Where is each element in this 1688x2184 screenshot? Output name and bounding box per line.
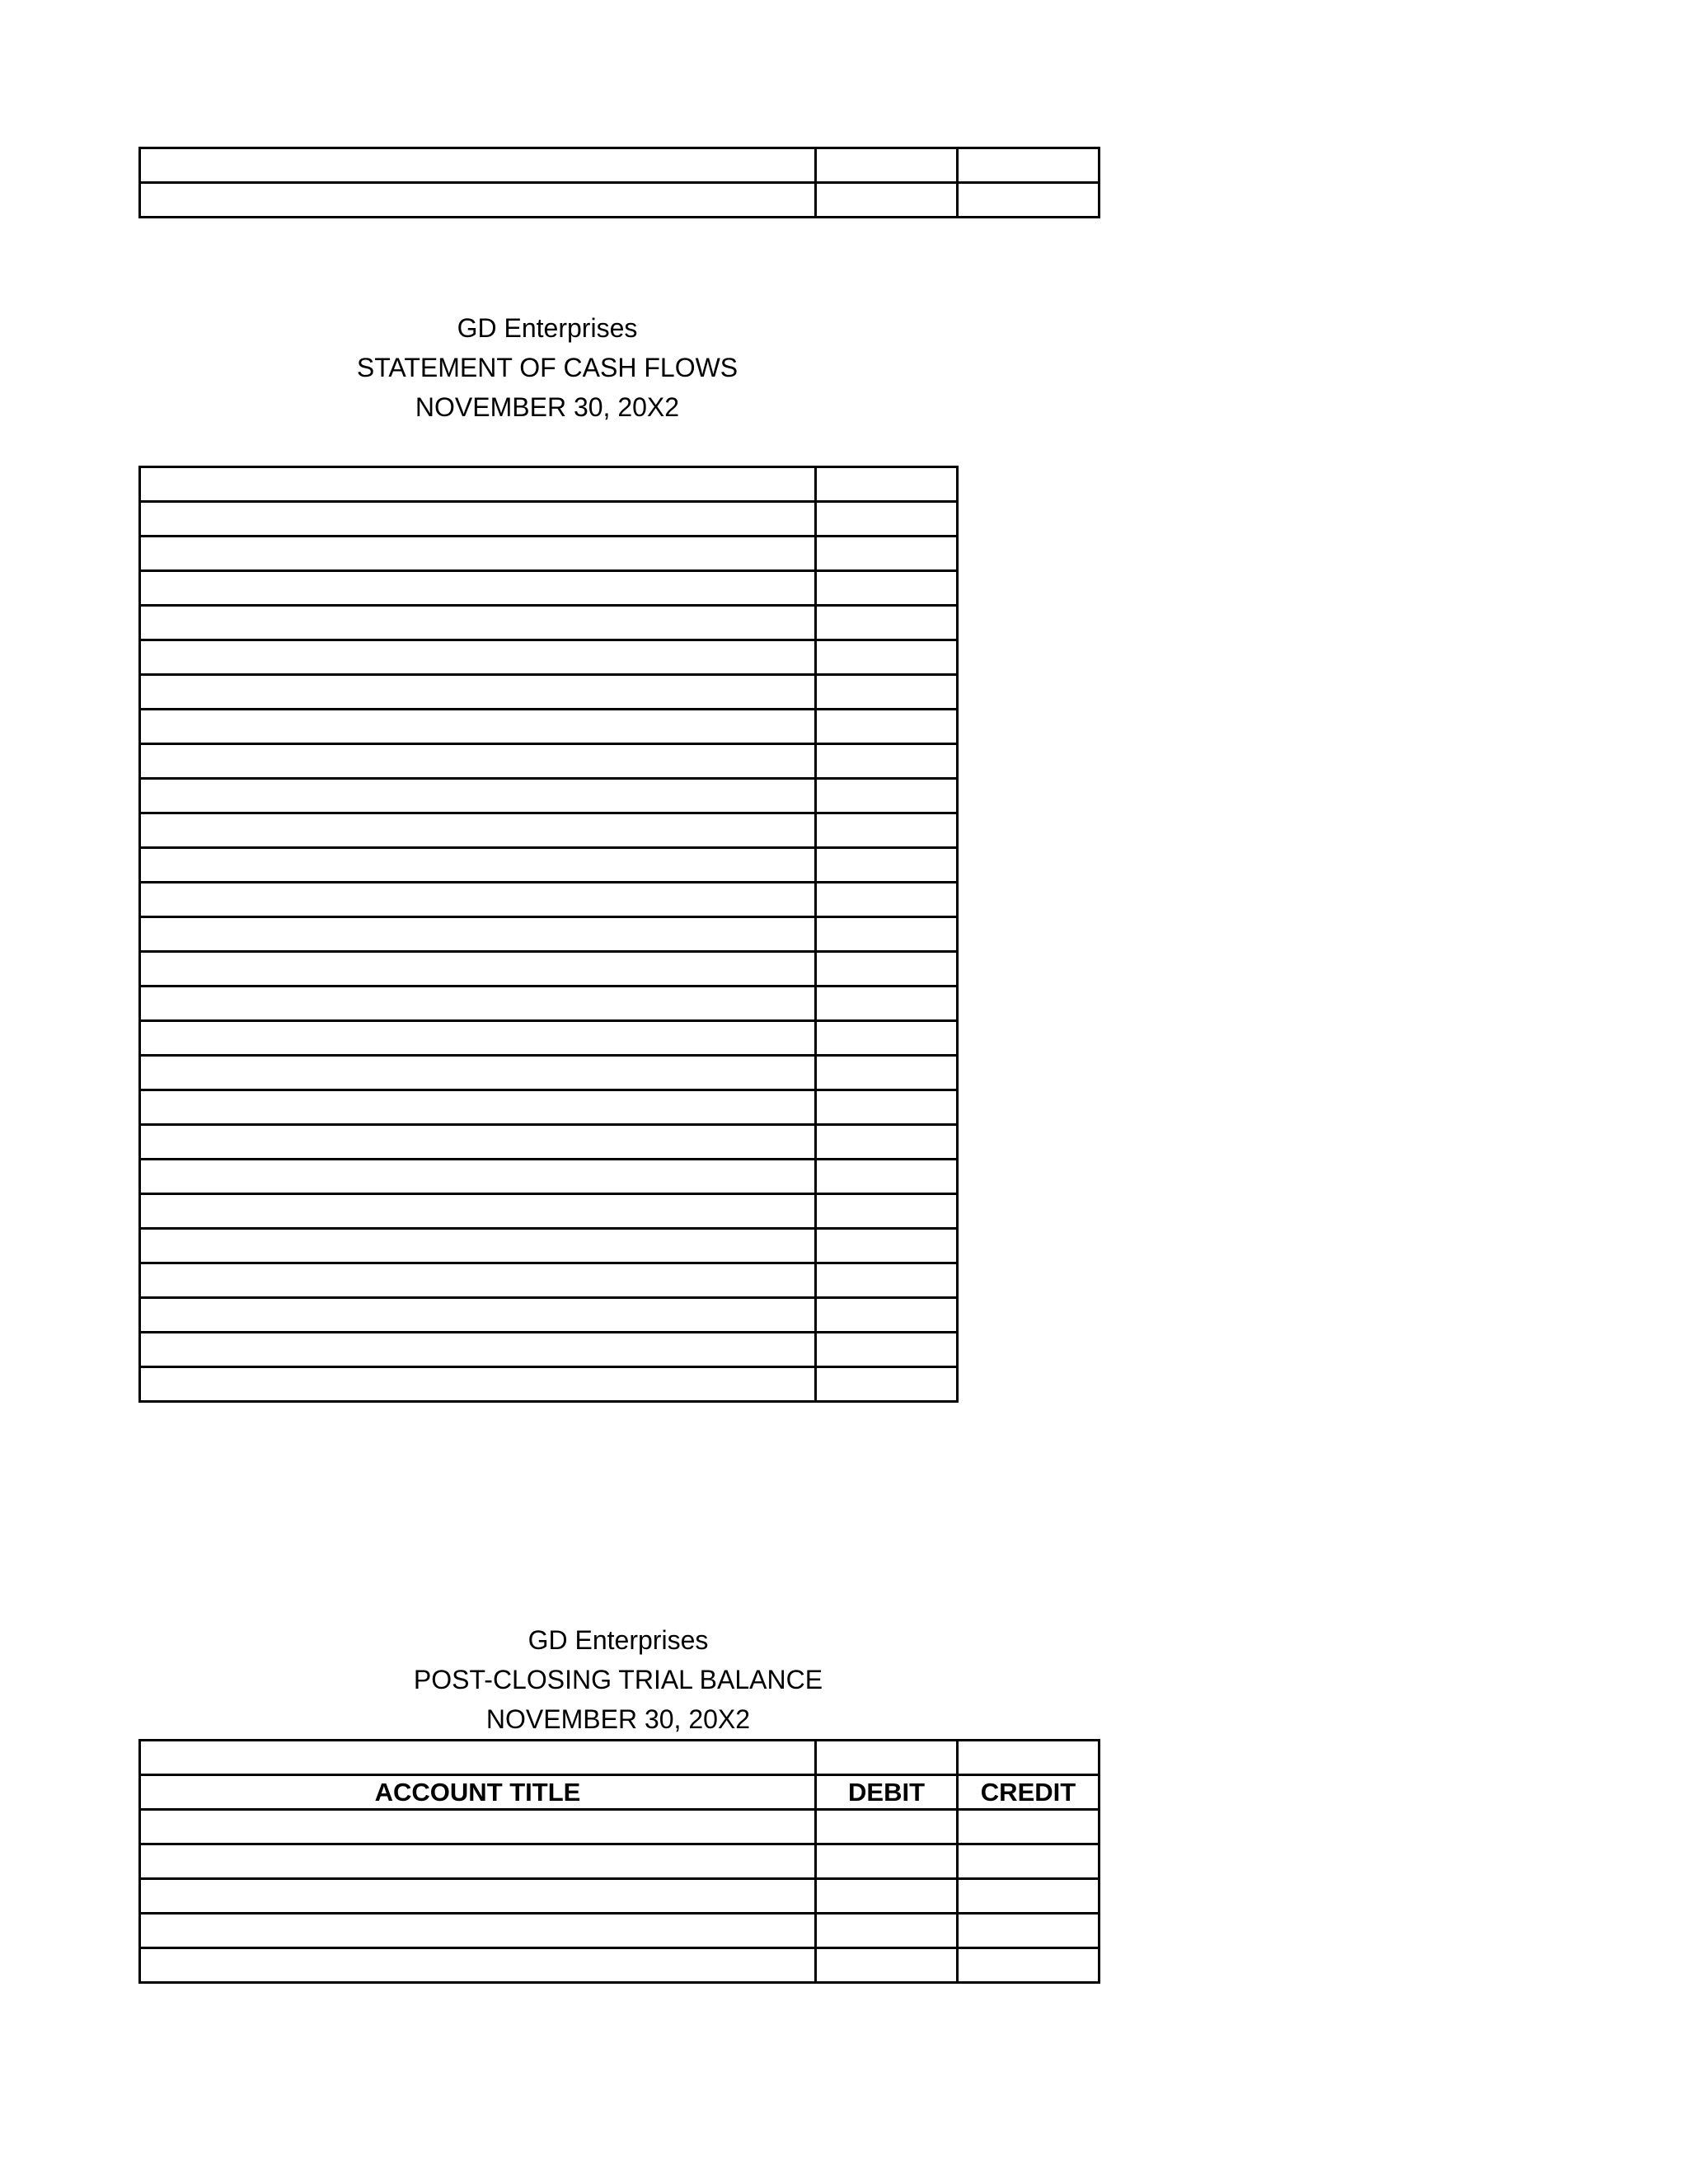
trial-balance-row [140, 1741, 1100, 1775]
cash-flows-cell-1[interactable] [140, 779, 816, 813]
cash-flows-cell-2[interactable] [816, 1367, 958, 1402]
cash-flows-cell-1[interactable] [140, 467, 816, 502]
cash-flows-row [140, 1090, 958, 1125]
trial-balance-title: POST-CLOSING TRIAL BALANCE [413, 1665, 823, 1694]
trial-balance-cell-2[interactable] [816, 1948, 958, 1983]
cash-flows-row [140, 606, 958, 640]
trial-balance-cell-2[interactable] [816, 1810, 958, 1844]
top-table-cell-3[interactable] [958, 148, 1100, 183]
cash-flows-cell-2[interactable] [816, 710, 958, 744]
cash-flows-row [140, 467, 958, 502]
cash-flows-caption [138, 308, 956, 427]
top-table [138, 147, 1100, 218]
cash-flows-cell-2[interactable] [816, 883, 958, 917]
cash-flows-cell-1[interactable] [140, 502, 816, 537]
top-table-row [140, 183, 1100, 218]
cash-flows-cell-2[interactable] [816, 502, 958, 537]
cash-flows-row [140, 537, 958, 571]
trial-balance-company: GD Enterprises [528, 1625, 709, 1655]
cash-flows-cell-2[interactable] [816, 1021, 958, 1056]
cash-flows-cell-1[interactable] [140, 883, 816, 917]
cash-flows-cell-2[interactable] [816, 537, 958, 571]
trial-balance-cell-1[interactable] [140, 1879, 816, 1914]
trial-balance-cell-1[interactable] [140, 1741, 816, 1775]
cash-flows-cell-2[interactable] [816, 744, 958, 779]
cash-flows-cell-2[interactable] [816, 813, 958, 848]
cash-flows-row [140, 1125, 958, 1160]
cash-flows-cell-2[interactable] [816, 779, 958, 813]
cash-flows-cell-2[interactable] [816, 1298, 958, 1333]
cash-flows-row [140, 675, 958, 710]
trial-balance-row [140, 1914, 1100, 1948]
trial-balance-cell-3[interactable] [958, 1741, 1100, 1775]
cash-flows-cell-1[interactable] [140, 1194, 816, 1229]
cash-flows-cell-1[interactable] [140, 1229, 816, 1263]
cash-flows-cell-1[interactable] [140, 1090, 816, 1125]
cash-flows-cell-2[interactable] [816, 1056, 958, 1090]
trial-balance-cell-2[interactable] [816, 1844, 958, 1879]
cash-flows-row [140, 1333, 958, 1367]
trial-balance-cell-1[interactable] [140, 1844, 816, 1879]
top-table-cell-2[interactable] [816, 148, 958, 183]
cash-flows-row [140, 987, 958, 1021]
trial-balance-cell-3[interactable] [958, 1914, 1100, 1948]
trial-balance-table [138, 1739, 1100, 1984]
cash-flows-row [140, 502, 958, 537]
cash-flows-cell-2[interactable] [816, 640, 958, 675]
trial-balance-cell-3[interactable] [958, 1948, 1100, 1983]
cash-flows-cell-1[interactable] [140, 1367, 816, 1402]
cash-flows-cell-1[interactable] [140, 675, 816, 710]
trial-balance-caption [138, 1620, 1098, 1739]
debit-header: DEBIT [816, 1775, 958, 1810]
trial-balance-cell-2[interactable] [816, 1879, 958, 1914]
cash-flows-row [140, 813, 958, 848]
cash-flows-cell-2[interactable] [816, 467, 958, 502]
cash-flows-cell-2[interactable] [816, 1229, 958, 1263]
cash-flows-row [140, 1056, 958, 1090]
cash-flows-row [140, 1367, 958, 1402]
cash-flows-cell-2[interactable] [816, 1263, 958, 1298]
cash-flows-row [140, 952, 958, 987]
cash-flows-cell-1[interactable] [140, 571, 816, 606]
cash-flows-row [140, 1263, 958, 1298]
cash-flows-row [140, 710, 958, 744]
trial-balance-row [140, 1810, 1100, 1844]
trial-balance-cell-3[interactable] [958, 1879, 1100, 1914]
cash-flows-cell-2[interactable] [816, 1090, 958, 1125]
cash-flows-cell-1[interactable] [140, 606, 816, 640]
cash-flows-cell-1[interactable] [140, 710, 816, 744]
cash-flows-cell-1[interactable] [140, 813, 816, 848]
cash-flows-table-body [140, 467, 958, 1402]
trial-balance-cell-2[interactable] [816, 1741, 958, 1775]
cash-flows-row [140, 779, 958, 813]
cash-flows-cell-2[interactable] [816, 1160, 958, 1194]
trial-balance-row [140, 1879, 1100, 1914]
cash-flows-cell-2[interactable] [816, 952, 958, 987]
cash-flows-cell-1[interactable] [140, 537, 816, 571]
trial-balance-cell-2[interactable] [816, 1914, 958, 1948]
top-table-cell-1[interactable] [140, 148, 816, 183]
cash-flows-cell-1[interactable] [140, 917, 816, 952]
trial-balance-cell-1[interactable] [140, 1914, 816, 1948]
cash-flows-row [140, 1229, 958, 1263]
cash-flows-cell-1[interactable] [140, 640, 816, 675]
cash-flows-cell-2[interactable] [816, 1194, 958, 1229]
cash-flows-row [140, 1298, 958, 1333]
cash-flows-cell-1[interactable] [140, 1160, 816, 1194]
cash-flows-row [140, 571, 958, 606]
cash-flows-company: GD Enterprises [457, 313, 638, 343]
trial-balance-cell-1[interactable] [140, 1810, 816, 1844]
cash-flows-row [140, 1021, 958, 1056]
cash-flows-date: NOVEMBER 30, 20X2 [415, 392, 680, 422]
cash-flows-cell-2[interactable] [816, 917, 958, 952]
top-table-body [140, 148, 1100, 218]
cash-flows-cell-1[interactable] [140, 952, 816, 987]
cash-flows-row [140, 744, 958, 779]
credit-header: CREDIT [958, 1775, 1100, 1810]
trial-balance-cell-3[interactable] [958, 1844, 1100, 1879]
cash-flows-row [140, 640, 958, 675]
cash-flows-cell-1[interactable] [140, 1125, 816, 1160]
cash-flows-row [140, 917, 958, 952]
cash-flows-cell-1[interactable] [140, 1263, 816, 1298]
cash-flows-row [140, 1194, 958, 1229]
top-table-row [140, 148, 1100, 183]
cash-flows-cell-1[interactable] [140, 1056, 816, 1090]
cash-flows-cell-2[interactable] [816, 987, 958, 1021]
cash-flows-cell-1[interactable] [140, 848, 816, 883]
cash-flows-cell-2[interactable] [816, 1333, 958, 1367]
cash-flows-cell-2[interactable] [816, 606, 958, 640]
trial-balance-row [140, 1844, 1100, 1879]
cash-flows-cell-1[interactable] [140, 987, 816, 1021]
cash-flows-table [138, 466, 959, 1403]
cash-flows-row [140, 883, 958, 917]
cash-flows-cell-1[interactable] [140, 1298, 816, 1333]
trial-balance-header-row [140, 1775, 1100, 1810]
trial-balance-cell-1[interactable] [140, 1948, 816, 1983]
trial-balance-cell-3[interactable] [958, 1810, 1100, 1844]
cash-flows-cell-1[interactable] [140, 1333, 816, 1367]
cash-flows-cell-1[interactable] [140, 1021, 816, 1056]
cash-flows-row [140, 1160, 958, 1194]
trial-balance-table-body [140, 1741, 1100, 1983]
trial-balance-date: NOVEMBER 30, 20X2 [485, 1704, 751, 1734]
top-table-cell-2[interactable] [816, 183, 958, 218]
trial-balance-row [140, 1948, 1100, 1983]
cash-flows-cell-1[interactable] [140, 744, 816, 779]
cash-flows-cell-2[interactable] [816, 1125, 958, 1160]
cash-flows-cell-2[interactable] [816, 571, 958, 606]
cash-flows-row [140, 848, 958, 883]
cash-flows-cell-2[interactable] [816, 848, 958, 883]
cash-flows-title: STATEMENT OF CASH FLOWS [356, 353, 738, 382]
top-table-cell-3[interactable] [958, 183, 1100, 218]
cash-flows-cell-2[interactable] [816, 675, 958, 710]
account-title-header: ACCOUNT TITLE [140, 1775, 816, 1810]
top-table-cell-1[interactable] [140, 183, 816, 218]
